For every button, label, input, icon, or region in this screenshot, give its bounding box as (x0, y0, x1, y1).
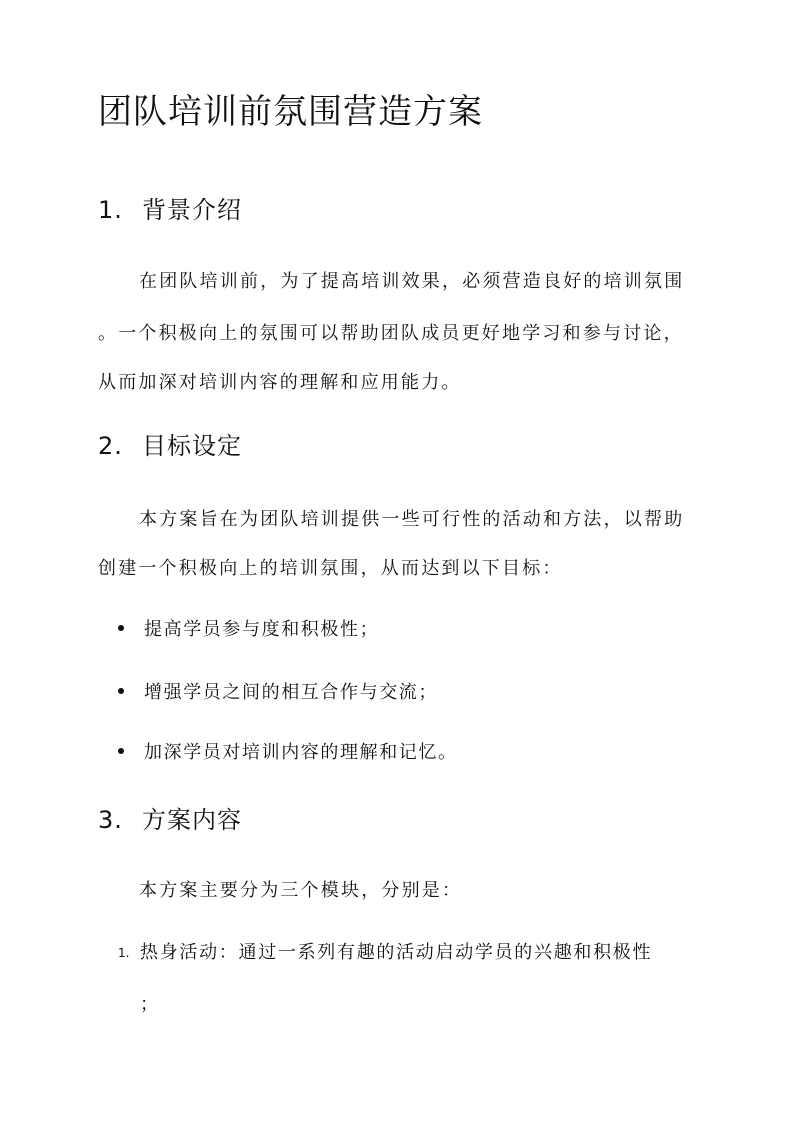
numbered-item-marker: 1. (118, 945, 130, 960)
section-heading-goals (98, 432, 242, 461)
section-title: 背景介绍 (142, 196, 242, 224)
paragraph-line: 。一个积极向上的氛围可以帮助团队成员更好地学习和参与讨论， (98, 323, 684, 344)
paragraph-line: 本方案主要分为三个模块，分别是： (139, 880, 463, 901)
section-number: 1. (98, 196, 123, 224)
bullet-text: 提高学员参与度和积极性； (144, 619, 380, 640)
bullet-text: 增强学员之间的相互合作与交流； (144, 682, 438, 703)
section-number: 2. (98, 432, 123, 460)
section-heading-plan-content (98, 806, 242, 835)
section-title: 目标设定 (142, 432, 242, 460)
bullet-icon (118, 748, 124, 754)
section-heading-background (98, 196, 242, 225)
numbered-item-continuation: ； (140, 994, 161, 1015)
bullet-item (118, 742, 458, 764)
bullet-item (118, 682, 438, 704)
bullet-icon (118, 625, 124, 631)
bullet-text: 加深学员对培训内容的理解和记忆。 (144, 742, 458, 763)
paragraph-line: 创建一个积极向上的培训氛围，从而达到以下目标： (98, 558, 563, 579)
section-number: 3. (98, 806, 123, 834)
paragraph-line: 本方案旨在为团队培训提供一些可行性的活动和方法，以帮助 (139, 509, 685, 530)
numbered-item (118, 942, 652, 964)
paragraph-line: 在团队培训前，为了提高培训效果，必须营造良好的培训氛围 (139, 271, 685, 292)
document-title: 团队培训前氛围营造方案 (98, 92, 483, 132)
bullet-icon (118, 688, 124, 694)
paragraph-line: 从而加深对培训内容的理解和应用能力。 (98, 372, 462, 393)
numbered-item-text: 热身活动：通过一系列有趣的活动启动学员的兴趣和积极性 (140, 942, 653, 963)
section-title: 方案内容 (142, 806, 242, 834)
bullet-item (118, 619, 379, 641)
